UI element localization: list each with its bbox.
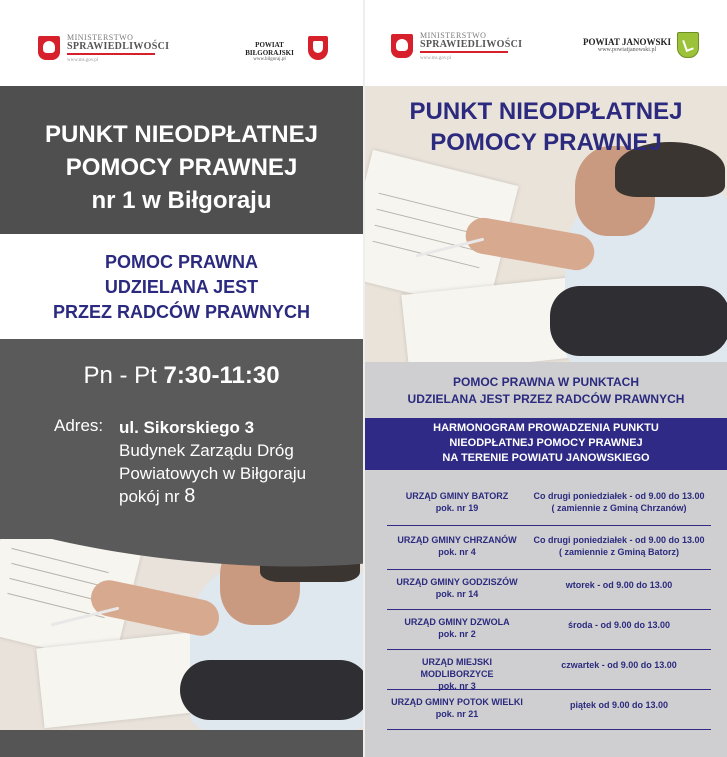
left-subtitle-line3: PRZEZ RADCÓW PRAWNYCH xyxy=(53,302,310,322)
schedule-office xyxy=(387,490,527,514)
office-room: pok. nr 21 xyxy=(435,709,479,719)
banner-line3: NA TERENIE POWIATU JANOWSKIEGO xyxy=(442,452,650,464)
office-name: URZĄD GMINY DZWOLA xyxy=(404,617,510,627)
powiat-janowski-url: www.powiatjanowski.pl xyxy=(597,47,657,53)
schedule-row xyxy=(387,610,711,650)
polish-eagle-icon xyxy=(391,34,413,58)
ministry-logo xyxy=(420,31,522,63)
left-title-line2: POMOCY PRAWNEJ xyxy=(65,154,298,181)
address xyxy=(119,416,306,508)
left-subtitle-line1: POMOC PRAWNA xyxy=(105,252,258,272)
polish-eagle-icon xyxy=(38,36,60,60)
right-poster xyxy=(365,0,727,757)
office-name: URZĄD GMINY POTOK WIELKI xyxy=(391,697,523,707)
left-poster xyxy=(0,0,363,757)
office-room: pok. nr 19 xyxy=(435,503,479,513)
schedule-office xyxy=(387,534,527,558)
room-label: pokój nr xyxy=(119,487,180,506)
right-header xyxy=(365,0,727,86)
ministry-logo xyxy=(67,33,169,65)
office-name: URZĄD GMINY CHRZANÓW xyxy=(397,535,517,545)
address-line2: Powiatowych w Biłgoraju xyxy=(119,464,307,483)
schedule-time xyxy=(527,619,711,631)
schedule-office xyxy=(387,696,527,720)
powiat-bilgoraj-logo xyxy=(232,41,307,62)
right-subtitle-line1: POMOC PRAWNA W PUNKTACH xyxy=(453,375,639,389)
right-subtitle-line2: UDZIELANA JEST PRZEZ RADCÓW PRAWNYCH xyxy=(407,392,685,406)
left-title-line1: PUNKT NIEODPŁATNEJ xyxy=(45,121,318,148)
powiat-bilgoraj-name: POWIAT BIŁGORAJSKI xyxy=(245,41,294,57)
office-name: URZĄD MIEJSKI MODLIBORZYCE xyxy=(420,657,494,679)
banner-line2: NIEODPŁATNEJ POMOCY PRAWNEJ xyxy=(449,437,643,449)
time-text: czwartek - od 9.00 do 13.00 xyxy=(561,660,677,670)
office-name: URZĄD GMINY GODZISZÓW xyxy=(396,577,518,587)
schedule-time xyxy=(527,490,711,514)
schedule-office xyxy=(387,616,527,640)
ministry-line1: MINISTERSTWO xyxy=(420,31,487,40)
time-text: wtorek - od 9.00 do 13.00 xyxy=(565,580,673,590)
schedule-time xyxy=(527,659,711,671)
address-line1: Budynek Zarządu Dróg xyxy=(119,441,294,460)
address-street: ul. Sikorskiego 3 xyxy=(119,418,255,437)
office-room: pok. nr 2 xyxy=(438,629,476,639)
schedule-time xyxy=(527,579,711,591)
time-note: ( zamiennie z Gminą Chrzanów) xyxy=(551,503,687,513)
office-room: pok. nr 4 xyxy=(438,547,476,557)
ministry-red-bar xyxy=(67,53,155,55)
banner-line1: HARMONOGRAM PROWADZENIA PUNKTU xyxy=(433,422,659,434)
ministry-url: www.ms.gov.pl xyxy=(420,56,452,61)
schedule-office xyxy=(387,576,527,600)
left-subtitle-line2: UDZIELANA JEST xyxy=(104,277,259,297)
left-bottom-bar xyxy=(0,730,363,757)
powiat-janowski-name: POWIAT JANOWSKI xyxy=(583,37,671,47)
time-text: Co drugi poniedziałek - od 9.00 do 13.00 xyxy=(533,535,705,545)
office-room: pok. nr 3 xyxy=(438,681,476,691)
schedule-row xyxy=(387,570,711,610)
office-name: URZĄD GMINY BATORZ xyxy=(405,491,509,501)
right-title-line2: POMOCY PRAWNEJ xyxy=(430,129,662,156)
opening-days: Pn - Pt xyxy=(83,362,157,389)
ministry-red-bar xyxy=(420,51,508,53)
office-room: pok. nr 14 xyxy=(435,589,479,599)
powiat-bilgoraj-url: www.bilgoraj.pl xyxy=(253,57,286,62)
schedule-table xyxy=(387,486,711,730)
ministry-line1: MINISTERSTWO xyxy=(67,33,134,42)
room-number: 8 xyxy=(184,485,196,507)
left-header xyxy=(0,0,363,86)
schedule-banner-text xyxy=(365,421,727,466)
janow-coat-of-arms-icon xyxy=(677,32,699,58)
schedule-row xyxy=(387,690,711,730)
schedule-time xyxy=(527,699,711,711)
ministry-line2: SPRAWIEDLIWOŚCI xyxy=(67,41,170,52)
schedule-time xyxy=(527,534,711,558)
schedule-row xyxy=(387,526,711,570)
time-note: ( zamiennie z Gminą Batorz) xyxy=(558,547,680,557)
time-text: Co drugi poniedziałek - od 9.00 do 13.00 xyxy=(533,491,705,501)
time-text: piątek od 9.00 do 13.00 xyxy=(569,700,669,710)
ministry-url: www.ms.gov.pl xyxy=(67,58,99,63)
bilgoraj-coat-of-arms-icon xyxy=(308,36,328,60)
left-title xyxy=(0,118,363,217)
time-text: środa - od 9.00 do 13.00 xyxy=(567,620,671,630)
right-title-line1: PUNKT NIEODPŁATNEJ xyxy=(409,98,683,125)
right-title xyxy=(365,96,727,158)
schedule-office xyxy=(387,656,527,692)
schedule-row xyxy=(387,486,711,526)
right-subtitle xyxy=(365,374,727,408)
opening-time: 7:30-11:30 xyxy=(163,362,280,389)
left-title-line3: nr 1 w Biłgoraju xyxy=(91,187,272,214)
opening-hours xyxy=(0,360,363,392)
powiat-janowski-logo xyxy=(577,37,677,53)
left-subtitle xyxy=(0,250,363,325)
ministry-line2: SPRAWIEDLIWOŚCI xyxy=(420,39,523,50)
address-label: Adres: xyxy=(54,416,104,435)
schedule-row xyxy=(387,650,711,690)
